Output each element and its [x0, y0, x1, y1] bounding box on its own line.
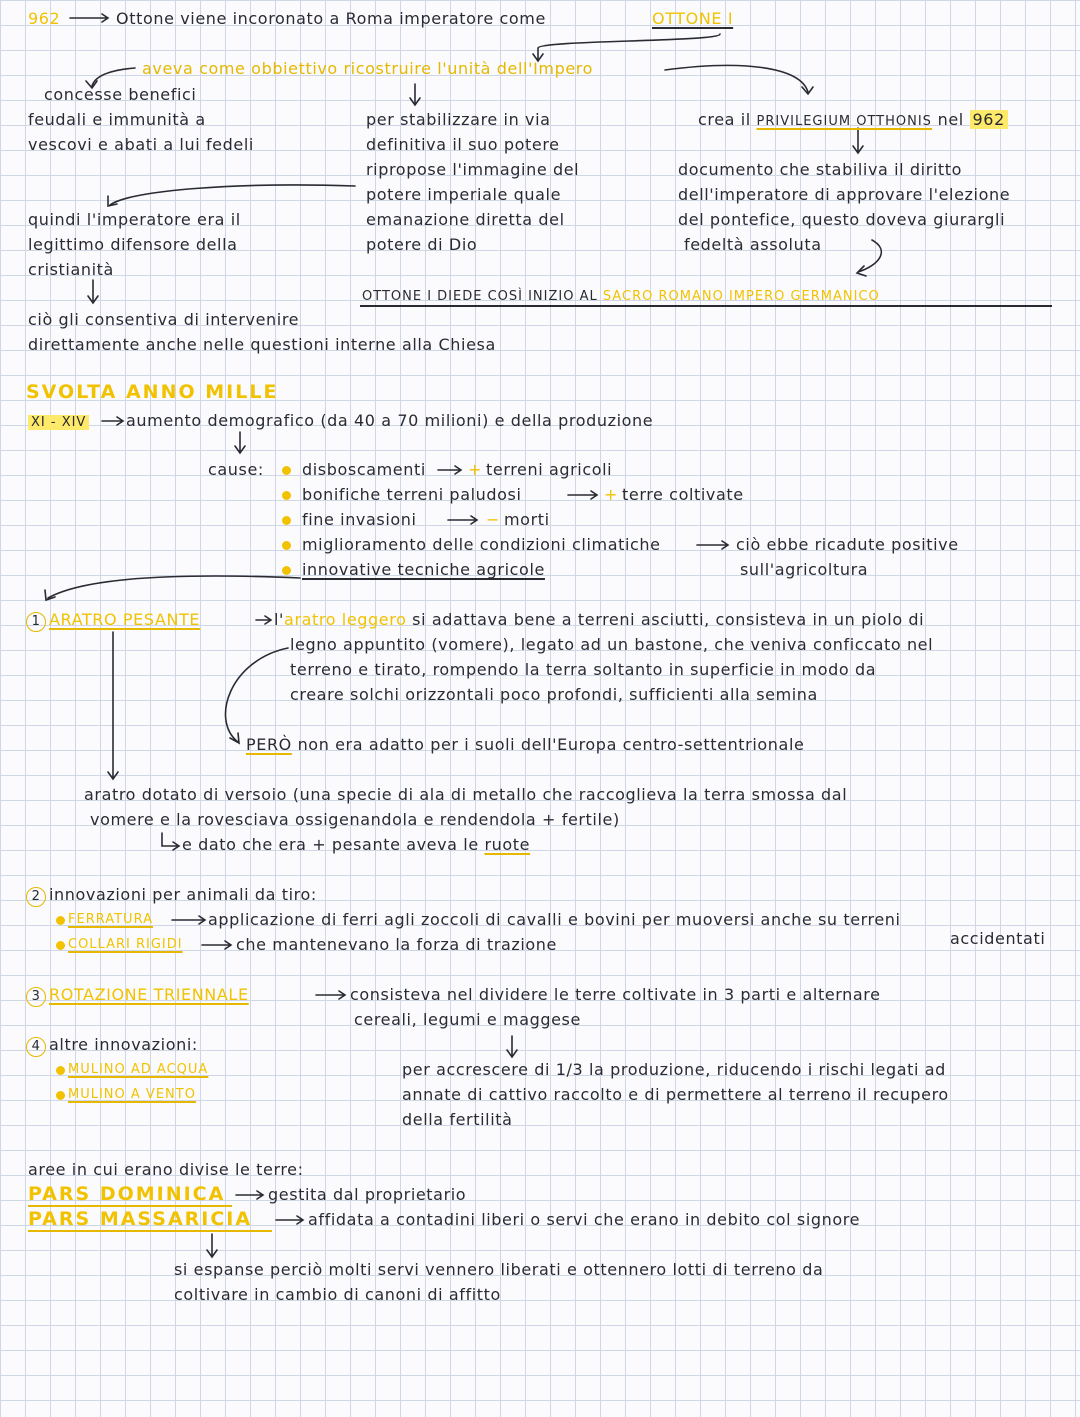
final-line1: si espanse perciò molti servi vennero liberati e ottennero lotti di terreno da — [174, 1260, 824, 1279]
stabilize-line2: definitiva il suo potere — [366, 135, 560, 154]
versoio-line2: vomere e la rovesciava ossigenandola e rendendola + fertile) — [90, 810, 620, 829]
ferratura-desc2: accidentati — [950, 929, 1046, 948]
light-plough-line1 — [274, 607, 924, 632]
cause-4-result2: sull'agricoltura — [740, 560, 869, 579]
period-line — [28, 408, 89, 435]
stabilize-line4: potere imperiale quale — [366, 185, 562, 204]
areas-intro: aree in cui erano divise le terre: — [28, 1160, 304, 1179]
light-plough-line3: terreno e tirato, rompendo la terra soltanto in superficie in modo da — [290, 660, 877, 679]
coronation-text: Ottone viene incoronato a Roma imperatore come — [116, 9, 546, 28]
privilegium-desc4: fedeltà assoluta — [684, 235, 822, 254]
holy-roman-empire: SACRO ROMANO IMPERO GERMANICO — [602, 289, 880, 304]
growth-text: aumento demografico (da 40 a 70 milioni) e della produzione — [126, 411, 654, 430]
however-word: PERÒ — [246, 735, 292, 754]
year-962: 962 — [28, 9, 61, 28]
consequence-line2: direttamente anche nelle questioni interne alla Chiesa — [28, 335, 496, 354]
privilegium-name: PRIVILEGIUM OTTHONIS — [756, 114, 932, 129]
consequence-line1: ciò gli consentiva di intervenire — [28, 310, 300, 329]
cause-3-result: morti — [504, 510, 550, 529]
purpose-line1: per accrescere di 1/3 la produzione, riducendo i rischi legati ad — [402, 1060, 946, 1079]
versoio-line3 — [182, 832, 530, 857]
defender-line1: quindi l'imperatore era il — [28, 210, 241, 229]
ferratura-label: FERRATURA — [68, 912, 153, 927]
goal-text: aveva come obbiettivo ricostruire l'unità dell'Impero — [142, 59, 593, 78]
light-plough-term: aratro leggero — [284, 610, 407, 629]
purpose-line2: annate di cattivo raccolto e di permettere al terreno il recupero — [402, 1085, 949, 1104]
stabilize-line1: per stabilizzare in via — [366, 110, 551, 129]
wheels-word: ruote — [484, 835, 531, 854]
wheels-text: e dato che era + pesante aveva le — [182, 835, 479, 854]
cause-2-result: terre coltivate — [622, 485, 744, 504]
privilegium-nel: nel — [937, 110, 964, 129]
cause-4-result1: ciò ebbe ricadute positive — [736, 535, 959, 554]
rotation-heading — [26, 982, 249, 1007]
rotation-desc2: cereali, legumi e maggese — [354, 1010, 581, 1029]
rotation-title: ROTAZIONE TRIENNALE — [49, 985, 249, 1004]
conclusion-text: OTTONE I DIEDE COSÌ INIZIO AL — [362, 289, 598, 304]
other-title: altre innovazioni: — [49, 1035, 198, 1054]
cause-1-result: terreni agricoli — [486, 460, 613, 479]
privilegium-pre: crea il — [698, 110, 751, 129]
animals-title: innovazioni per animali da tiro: — [49, 885, 317, 904]
cause-2-plus: + — [604, 485, 619, 504]
stabilize-line5: emanazione diretta del — [366, 210, 565, 229]
bullet-dot — [56, 1091, 65, 1100]
bullet-dot — [282, 466, 291, 475]
light-plough-pre: l' — [274, 610, 285, 629]
cause-5: innovative tecniche agricole — [302, 560, 545, 579]
final-line2: coltivare in cambio di canoni di affitto — [174, 1285, 501, 1304]
light-plough-desc: si adattava bene a terreni asciutti, consisteva in un piolo di — [412, 610, 925, 629]
number-1: 1 — [26, 612, 46, 632]
privilegium-desc3: del pontefice, questo doveva giurargli — [678, 210, 1006, 229]
cause-3: fine invasioni — [302, 510, 417, 529]
concessions-line1: concesse benefici — [44, 85, 197, 104]
animals-heading — [26, 882, 317, 907]
privilegium-desc2: dell'imperatore di approvare l'elezione — [678, 185, 1011, 204]
versoio-line1: aratro dotato di versoio (una specie di ala di metallo che raccoglieva la terra smossa dal — [84, 785, 848, 804]
number-4: 4 — [26, 1037, 46, 1057]
wind-mill: MULINO A VENTO — [68, 1087, 196, 1102]
causes-label: cause: — [208, 460, 264, 479]
bullet-dot — [282, 516, 291, 525]
number-3: 3 — [26, 987, 46, 1007]
however-text: non era adatto per i suoli dell'Europa centro-settentrionale — [297, 735, 805, 754]
pars-massaricia-underline — [28, 1230, 272, 1232]
bullet-dot — [56, 941, 65, 950]
aratro-title: ARATRO PESANTE — [49, 610, 201, 629]
privilegium-desc1: documento che stabiliva il diritto — [678, 160, 963, 179]
cause-1: disboscamenti — [302, 460, 426, 479]
privilegium-line — [698, 107, 1008, 134]
line-962 — [28, 6, 60, 31]
water-mill: MULINO AD ACQUA — [68, 1062, 209, 1077]
pars-dominica-desc: gestita dal proprietario — [268, 1185, 467, 1204]
ferratura-desc: applicazione di ferri agli zoccoli di cavalli e bovini per muoversi anche su terreni — [208, 910, 901, 929]
cause-1-plus: + — [468, 460, 483, 479]
collari-label: COLLARI RIGIDI — [68, 937, 183, 952]
privilegium-year: 962 — [970, 110, 1008, 129]
bullet-dot — [282, 566, 291, 575]
bullet-dot — [56, 1066, 65, 1075]
pars-massaricia: PARS MASSARICIA — [28, 1208, 253, 1230]
purpose-line3: della fertilità — [402, 1110, 513, 1129]
bullet-dot — [282, 541, 291, 550]
concessions-line3: vescovi e abati a lui fedeli — [28, 135, 254, 154]
ottone-name: OTTONE I — [652, 9, 734, 28]
bullet-dot — [56, 916, 65, 925]
cause-3-minus: − — [486, 510, 501, 529]
stabilize-line6: potere di Dio — [366, 235, 478, 254]
defender-line2: legittimo difensore della — [28, 235, 238, 254]
cause-2: bonifiche terreni paludosi — [302, 485, 522, 504]
pars-dominica: PARS DOMINICA — [28, 1183, 226, 1205]
light-plough-line2: legno appuntito (vomere), legato ad un bastone, che veniva conficcato nel — [290, 635, 934, 654]
rotation-desc1: consisteva nel dividere le terre coltivate in 3 parti e alternare — [350, 985, 881, 1004]
stabilize-line3: ripropose l'immagine del — [366, 160, 580, 179]
light-plough-line4: creare solchi orizzontali poco profondi, sufficienti alla semina — [290, 685, 818, 704]
aratro-heading — [26, 607, 200, 632]
cause-4: miglioramento delle condizioni climatiche — [302, 535, 661, 554]
number-2: 2 — [26, 887, 46, 907]
defender-line3: cristianità — [28, 260, 114, 279]
conclusion-underline — [360, 305, 1052, 307]
however-line — [246, 732, 804, 757]
pars-massaricia-desc: affidata a contadini liberi o servi che erano in debito col signore — [308, 1210, 861, 1229]
collari-desc: che mantenevano la forza di trazione — [236, 935, 557, 954]
bullet-dot — [282, 491, 291, 500]
period-label: XI - XIV — [28, 415, 89, 430]
section-title-svolta: SVOLTA ANNO MILLE — [26, 381, 279, 403]
other-heading — [26, 1032, 198, 1057]
concessions-line2: feudali e immunità a — [28, 110, 206, 129]
